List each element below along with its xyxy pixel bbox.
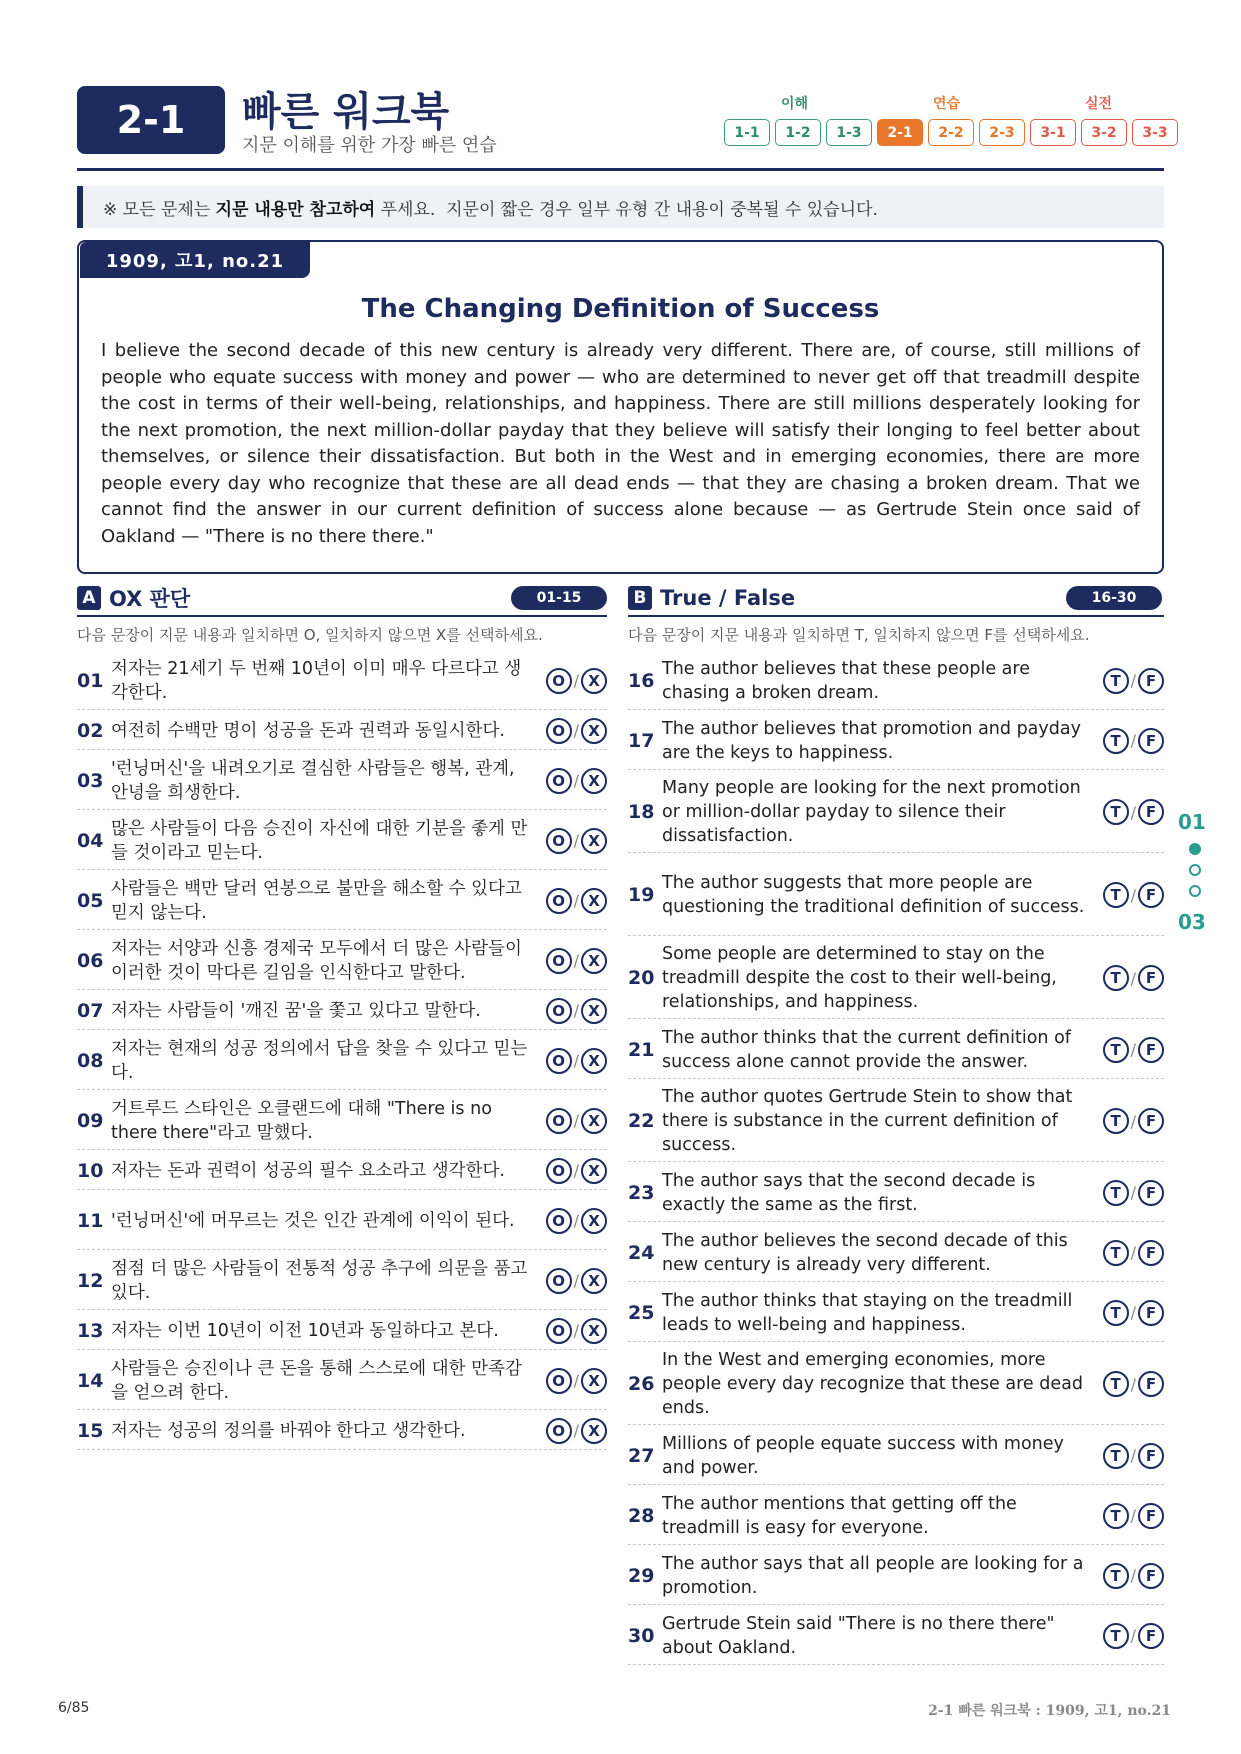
choice-o-button[interactable]: O bbox=[546, 1418, 572, 1444]
question-text: The author thinks that staying on the treadmill leads to well-being and happiness. bbox=[662, 1290, 1073, 1335]
choice-x-button[interactable]: X bbox=[581, 1318, 607, 1344]
question-text: 점점 더 많은 사람들이 전통적 성공 추구에 의문을 품고 있다. bbox=[111, 1258, 528, 1303]
choice-separator: / bbox=[1130, 968, 1136, 988]
question-number: 04 bbox=[77, 829, 104, 852]
section-b-header bbox=[628, 583, 795, 613]
section-a-header bbox=[77, 583, 190, 613]
side-nav-top[interactable]: 01 bbox=[1178, 810, 1206, 834]
choice-separator: / bbox=[1130, 1040, 1136, 1059]
question-row bbox=[77, 1352, 607, 1410]
page-subtitle: 지문 이해를 위한 가장 빠른 연습 bbox=[242, 135, 497, 156]
choice-separator: / bbox=[573, 671, 579, 690]
answer-choices bbox=[1094, 799, 1164, 825]
question-text: 저자는 사람들이 '깨진 꿈'을 쫓고 있다고 말한다. bbox=[111, 1000, 481, 1021]
question-number: 15 bbox=[77, 1419, 104, 1442]
question-row bbox=[628, 1284, 1164, 1342]
answer-choices bbox=[537, 668, 607, 694]
choice-f-button[interactable]: F bbox=[1138, 1180, 1164, 1206]
section-a-range: 01-15 bbox=[511, 586, 607, 610]
choice-separator: / bbox=[573, 1001, 579, 1020]
question-row bbox=[77, 712, 607, 750]
question-number: 02 bbox=[77, 719, 104, 742]
notice-suffix: 푸세요. 지문이 짧은 경우 일부 유형 간 내용이 중복될 수 있습니다. bbox=[375, 199, 878, 220]
choice-separator: / bbox=[573, 1371, 579, 1390]
question-number: 25 bbox=[628, 1301, 655, 1324]
choice-o-button[interactable]: O bbox=[546, 828, 572, 854]
choice-f-button[interactable]: F bbox=[1138, 1037, 1164, 1063]
choice-o-button[interactable]: O bbox=[546, 948, 572, 974]
question-row bbox=[628, 712, 1164, 770]
question-row bbox=[628, 772, 1164, 853]
section-b-letter: B bbox=[628, 586, 652, 610]
answer-choices bbox=[537, 1048, 607, 1074]
question-text: 여전히 수백만 명이 성공을 돈과 권력과 동일시한다. bbox=[111, 720, 505, 741]
choice-separator: / bbox=[573, 721, 579, 740]
choice-x-button[interactable]: X bbox=[581, 948, 607, 974]
step-3-1[interactable]: 3-1 bbox=[1030, 119, 1076, 146]
choice-separator: / bbox=[573, 1051, 579, 1070]
choice-o-button[interactable]: O bbox=[546, 1108, 572, 1134]
question-text: 저자는 현재의 성공 정의에서 답을 찾을 수 있다고 믿는다. bbox=[111, 1038, 528, 1083]
question-text: The author mentions that getting off the treadmill is easy for everyone. bbox=[662, 1493, 1017, 1538]
choice-f-button[interactable]: F bbox=[1138, 1443, 1164, 1469]
choice-x-button[interactable]: X bbox=[581, 1208, 607, 1234]
answer-choices bbox=[537, 768, 607, 794]
choice-separator: / bbox=[573, 1321, 579, 1340]
question-number: 08 bbox=[77, 1049, 104, 1072]
answer-choices bbox=[1094, 882, 1164, 908]
question-text: The author believes that promotion and payday are the keys to happiness. bbox=[662, 718, 1081, 763]
choice-o-button[interactable]: O bbox=[546, 668, 572, 694]
passage-body: I believe the second decade of this new century is already very different. There are, of course, still millions of people who equate success with money and power — who are determined to never get off that treadmill despite the cost in terms of their well-being, relationships, and happiness. There are still millions desperately looking for the next promotion, the next million-dollar payday that they believe will satisfy their longing to feel better about themselves, or silence their dissatisfaction. But both in the West and in emerging economies, there are more people every day who recognize that these are all dead ends — that they are chasing a broken dream. That we cannot find the answer in our current definition of success alone because — as Gertrude Stein once said of Oakland — "There is no there there." bbox=[101, 340, 1140, 547]
choice-t-button[interactable]: T bbox=[1103, 1443, 1129, 1469]
question-row bbox=[77, 1152, 607, 1190]
answer-choices bbox=[1094, 1563, 1164, 1589]
question-number: 01 bbox=[77, 669, 104, 692]
choice-f-button[interactable]: F bbox=[1138, 965, 1164, 991]
side-nav-bottom[interactable]: 03 bbox=[1178, 910, 1206, 934]
question-row bbox=[77, 992, 607, 1030]
question-number: 29 bbox=[628, 1564, 655, 1587]
question-text: The author believes that these people are chasing a broken dream. bbox=[662, 658, 1030, 703]
choice-separator: / bbox=[1130, 1243, 1136, 1262]
choice-x-button[interactable]: X bbox=[581, 1108, 607, 1134]
question-row bbox=[77, 652, 607, 710]
question-text: 많은 사람들이 다음 승진이 자신에 대한 기분을 좋게 만들 것이라고 믿는다. bbox=[111, 818, 528, 863]
question-row bbox=[628, 652, 1164, 710]
question-number: 30 bbox=[628, 1624, 655, 1647]
answer-choices bbox=[1094, 1623, 1164, 1649]
answer-choices bbox=[537, 828, 607, 854]
step-1-3[interactable]: 1-3 bbox=[826, 119, 872, 146]
choice-t-button[interactable]: T bbox=[1103, 965, 1129, 991]
question-text: Many people are looking for the next promotion or million-dollar payday to silence their dissatisfaction. bbox=[662, 778, 1081, 846]
choice-separator: / bbox=[1130, 1374, 1136, 1394]
answer-choices bbox=[1094, 965, 1164, 991]
step-2-3[interactable]: 2-3 bbox=[979, 119, 1025, 146]
question-row bbox=[77, 1412, 607, 1450]
answer-choices bbox=[537, 1108, 607, 1134]
question-number: 05 bbox=[77, 889, 104, 912]
question-number: 17 bbox=[628, 729, 655, 752]
question-text: 사람들은 백만 달러 연봉으로 불만을 해소할 수 있다고 믿지 않는다. bbox=[111, 878, 522, 923]
choice-separator: / bbox=[573, 1111, 579, 1130]
question-text: 사람들은 승진이나 큰 돈을 통해 스스로에 대한 만족감을 얻으려 한다. bbox=[111, 1358, 522, 1403]
choice-t-button[interactable]: T bbox=[1103, 728, 1129, 754]
question-number: 19 bbox=[628, 884, 655, 906]
choice-t-button[interactable]: T bbox=[1103, 1623, 1129, 1649]
choice-separator: / bbox=[1130, 1303, 1136, 1322]
answer-choices bbox=[1094, 1443, 1164, 1469]
answer-choices bbox=[1094, 668, 1164, 694]
choice-separator: / bbox=[573, 891, 579, 910]
choice-f-button[interactable]: F bbox=[1138, 1240, 1164, 1266]
header-divider bbox=[77, 168, 1164, 171]
question-number: 16 bbox=[628, 669, 655, 692]
answer-choices bbox=[537, 1268, 607, 1294]
choice-separator: / bbox=[573, 831, 579, 850]
question-text: Gertrude Stein said "There is no there there" about Oakland. bbox=[662, 1613, 1055, 1658]
side-nav-dot-1[interactable] bbox=[1189, 843, 1201, 855]
footer-reference: 2-1 빠른 워크북 : 1909, 고1, no.21 bbox=[928, 1703, 1171, 1719]
choice-x-button[interactable]: X bbox=[581, 718, 607, 744]
choice-separator: / bbox=[1130, 802, 1136, 822]
question-row bbox=[628, 938, 1164, 1019]
answer-choices bbox=[1094, 1180, 1164, 1206]
answer-choices bbox=[537, 1318, 607, 1344]
question-row bbox=[628, 1487, 1164, 1545]
question-row bbox=[77, 752, 607, 810]
side-nav-dot-3[interactable] bbox=[1189, 885, 1201, 897]
answer-choices bbox=[1094, 1037, 1164, 1063]
question-row bbox=[628, 1547, 1164, 1605]
choice-o-button[interactable]: O bbox=[546, 888, 572, 914]
section-a-letter: A bbox=[77, 586, 101, 610]
question-number: 14 bbox=[77, 1369, 104, 1392]
choice-x-button[interactable]: X bbox=[581, 1048, 607, 1074]
question-number: 09 bbox=[77, 1109, 104, 1132]
question-row bbox=[628, 855, 1164, 936]
answer-choices bbox=[537, 1418, 607, 1444]
question-number: 22 bbox=[628, 1110, 655, 1132]
choice-o-button[interactable]: O bbox=[546, 1368, 572, 1394]
choice-o-button[interactable]: O bbox=[546, 1048, 572, 1074]
choice-o-button[interactable]: O bbox=[546, 1318, 572, 1344]
question-number: 26 bbox=[628, 1373, 655, 1395]
question-row bbox=[628, 1081, 1164, 1162]
question-row bbox=[628, 1021, 1164, 1079]
section-b-range: 16-30 bbox=[1066, 586, 1162, 610]
choice-separator: / bbox=[573, 1421, 579, 1440]
answer-choices bbox=[537, 888, 607, 914]
answer-choices bbox=[537, 948, 607, 974]
question-text: The author quotes Gertrude Stein to show that there is substance in the current definition of success. bbox=[662, 1087, 1073, 1155]
choice-o-button[interactable]: O bbox=[546, 998, 572, 1024]
choice-o-button[interactable]: O bbox=[546, 1268, 572, 1294]
choice-separator: / bbox=[1130, 885, 1136, 905]
section-a-instruction: 다음 문장이 지문 내용과 일치하면 O, 일치하지 않으면 X를 선택하세요. bbox=[77, 626, 543, 644]
choice-x-button[interactable]: X bbox=[581, 1368, 607, 1394]
answer-choices bbox=[1094, 1371, 1164, 1397]
passage-title: The Changing Definition of Success bbox=[361, 294, 880, 324]
question-text: 저자는 21세기 두 번째 10년이 이미 매우 다르다고 생각한다. bbox=[111, 658, 522, 703]
question-text: 저자는 이번 10년이 이전 10년과 동일하다고 본다. bbox=[111, 1320, 499, 1341]
choice-f-button[interactable]: F bbox=[1138, 1563, 1164, 1589]
choice-x-button[interactable]: X bbox=[581, 668, 607, 694]
page-number: 6/85 bbox=[58, 1700, 90, 1716]
question-row bbox=[77, 812, 607, 870]
choice-f-button[interactable]: F bbox=[1138, 1503, 1164, 1529]
choice-f-button[interactable]: F bbox=[1138, 1371, 1164, 1397]
step-2-2[interactable]: 2-2 bbox=[928, 119, 974, 146]
step-3-2[interactable]: 3-2 bbox=[1081, 119, 1127, 146]
answer-choices bbox=[1094, 1300, 1164, 1326]
question-row bbox=[77, 1192, 607, 1250]
answer-choices bbox=[1094, 1503, 1164, 1529]
choice-f-button[interactable]: F bbox=[1138, 1300, 1164, 1326]
choice-separator: / bbox=[573, 1211, 579, 1230]
answer-choices bbox=[1094, 1240, 1164, 1266]
choice-separator: / bbox=[1130, 1506, 1136, 1525]
choice-o-button[interactable]: O bbox=[546, 768, 572, 794]
question-number: 21 bbox=[628, 1038, 655, 1061]
question-number: 28 bbox=[628, 1504, 655, 1527]
choice-t-button[interactable]: T bbox=[1103, 1240, 1129, 1266]
choice-o-button[interactable]: O bbox=[546, 1208, 572, 1234]
choice-o-button[interactable]: O bbox=[546, 1158, 572, 1184]
question-number: 27 bbox=[628, 1444, 655, 1467]
choice-separator: / bbox=[573, 771, 579, 790]
question-text: The author says that all people are looking for a promotion. bbox=[662, 1553, 1084, 1598]
answer-choices bbox=[537, 998, 607, 1024]
question-number: 20 bbox=[628, 967, 655, 989]
choice-x-button[interactable]: X bbox=[581, 1158, 607, 1184]
question-text: Millions of people equate success with money and power. bbox=[662, 1433, 1064, 1478]
question-number: 18 bbox=[628, 801, 655, 823]
choice-separator: / bbox=[573, 1161, 579, 1180]
answer-choices bbox=[1094, 1108, 1164, 1134]
choice-t-button[interactable]: T bbox=[1103, 668, 1129, 694]
choice-separator: / bbox=[1130, 671, 1136, 690]
section-a-title: OX 판단 bbox=[109, 587, 191, 611]
choice-t-button[interactable]: T bbox=[1103, 882, 1129, 908]
choice-separator: / bbox=[1130, 1626, 1136, 1645]
choice-separator: / bbox=[1130, 1111, 1136, 1131]
question-text: The author suggests that more people are questioning the traditional definition of success. bbox=[662, 873, 1085, 917]
choice-separator: / bbox=[573, 1271, 579, 1290]
question-number: 06 bbox=[77, 949, 104, 972]
question-number: 11 bbox=[77, 1209, 104, 1232]
choice-t-button[interactable]: T bbox=[1103, 799, 1129, 825]
question-row bbox=[628, 1164, 1164, 1222]
choice-t-button[interactable]: T bbox=[1103, 1503, 1129, 1529]
stage-label-real: 실전 bbox=[1085, 96, 1113, 112]
choice-t-button[interactable]: T bbox=[1103, 1371, 1129, 1397]
passage-source: 1909, 고1, no.21 bbox=[80, 242, 310, 278]
step-3-3[interactable]: 3-3 bbox=[1132, 119, 1178, 146]
side-nav-dot-2[interactable] bbox=[1189, 864, 1201, 876]
choice-f-button[interactable]: F bbox=[1138, 668, 1164, 694]
notice-bold: 지문 내용만 참고하여 bbox=[215, 199, 376, 220]
answer-choices bbox=[537, 1368, 607, 1394]
choice-f-button[interactable]: F bbox=[1138, 882, 1164, 908]
question-row bbox=[77, 1032, 607, 1090]
question-text: '런닝머신'에 머무르는 것은 인간 관계에 이익이 된다. bbox=[111, 1210, 515, 1231]
step-navigation bbox=[724, 119, 1178, 146]
step-1-1[interactable]: 1-1 bbox=[724, 119, 770, 146]
choice-separator: / bbox=[573, 951, 579, 970]
question-number: 10 bbox=[77, 1159, 104, 1182]
choice-f-button[interactable]: F bbox=[1138, 799, 1164, 825]
choice-t-button[interactable]: T bbox=[1103, 1180, 1129, 1206]
choice-f-button[interactable]: F bbox=[1138, 728, 1164, 754]
choice-separator: / bbox=[1130, 1183, 1136, 1202]
choice-x-button[interactable]: X bbox=[581, 828, 607, 854]
question-text: 거트루드 스타인은 오클랜드에 대해 "There is no there there"라고 말했다. bbox=[111, 1098, 492, 1143]
question-row bbox=[77, 872, 607, 930]
question-row bbox=[77, 1092, 607, 1150]
choice-separator: / bbox=[1130, 731, 1136, 750]
choice-t-button[interactable]: T bbox=[1103, 1300, 1129, 1326]
choice-x-button[interactable]: X bbox=[581, 1268, 607, 1294]
question-number: 03 bbox=[77, 769, 104, 792]
choice-x-button[interactable]: X bbox=[581, 888, 607, 914]
section-b-divider bbox=[628, 615, 1164, 617]
section-a-divider bbox=[77, 615, 607, 617]
question-text: The author believes the second decade of this new century is already very different. bbox=[662, 1230, 1068, 1275]
question-text: The author says that the second decade is exactly the same as the first. bbox=[662, 1170, 1036, 1215]
question-number: 12 bbox=[77, 1269, 104, 1292]
step-2-1[interactable]: 2-1 bbox=[877, 119, 923, 146]
question-text: '런닝머신'을 내려오기로 결심한 사람들은 행복, 관계, 안녕을 희생한다. bbox=[111, 758, 515, 803]
question-number: 23 bbox=[628, 1181, 655, 1204]
section-b-instruction: 다음 문장이 지문 내용과 일치하면 T, 일치하지 않으면 F를 선택하세요. bbox=[628, 626, 1090, 644]
stage-label-practice: 연습 bbox=[933, 96, 961, 112]
choice-x-button[interactable]: X bbox=[581, 998, 607, 1024]
notice-prefix: ※ 모든 문제는 bbox=[103, 199, 216, 220]
question-row bbox=[77, 1312, 607, 1350]
question-text: 저자는 서양과 신흥 경제국 모두에서 더 많은 사람들이 이러한 것이 막다른 길임을 인식한다고 말한다. bbox=[111, 938, 522, 983]
answer-choices bbox=[537, 718, 607, 744]
section-b-title: True / False bbox=[660, 586, 796, 610]
question-text: The author thinks that the current definition of success alone cannot provide the answer. bbox=[662, 1027, 1071, 1072]
stage-label-understand: 이해 bbox=[781, 96, 809, 112]
question-row bbox=[77, 1252, 607, 1310]
question-text: Some people are determined to stay on the treadmill despite the cost to their well-being, relationships, and happiness. bbox=[662, 944, 1057, 1012]
question-text: In the West and emerging economies, more people every day recognize that these are dead ends. bbox=[662, 1350, 1083, 1418]
choice-f-button[interactable]: F bbox=[1138, 1623, 1164, 1649]
question-number: 07 bbox=[77, 999, 104, 1022]
step-1-2[interactable]: 1-2 bbox=[775, 119, 821, 146]
question-row bbox=[77, 932, 607, 990]
question-number: 24 bbox=[628, 1241, 655, 1264]
choice-t-button[interactable]: T bbox=[1103, 1108, 1129, 1134]
choice-o-button[interactable]: O bbox=[546, 718, 572, 744]
question-row bbox=[628, 1344, 1164, 1425]
answer-choices bbox=[537, 1208, 607, 1234]
choice-separator: / bbox=[1130, 1566, 1136, 1585]
notice-bar bbox=[77, 186, 1164, 228]
choice-x-button[interactable]: X bbox=[581, 1418, 607, 1444]
choice-f-button[interactable]: F bbox=[1138, 1108, 1164, 1134]
choice-separator: / bbox=[1130, 1446, 1136, 1465]
answer-choices bbox=[1094, 728, 1164, 754]
choice-t-button[interactable]: T bbox=[1103, 1563, 1129, 1589]
answer-choices bbox=[537, 1158, 607, 1184]
question-number: 13 bbox=[77, 1319, 104, 1342]
question-row bbox=[628, 1607, 1164, 1665]
choice-x-button[interactable]: X bbox=[581, 768, 607, 794]
choice-t-button[interactable]: T bbox=[1103, 1037, 1129, 1063]
page-title: 빠른 워크북 bbox=[242, 89, 450, 135]
question-row bbox=[628, 1224, 1164, 1282]
unit-badge: 2-1 bbox=[77, 86, 225, 154]
question-row bbox=[628, 1427, 1164, 1485]
question-text: 저자는 돈과 권력이 성공의 필수 요소라고 생각한다. bbox=[111, 1160, 505, 1181]
question-text: 저자는 성공의 정의를 바꿔야 한다고 생각한다. bbox=[111, 1420, 466, 1441]
